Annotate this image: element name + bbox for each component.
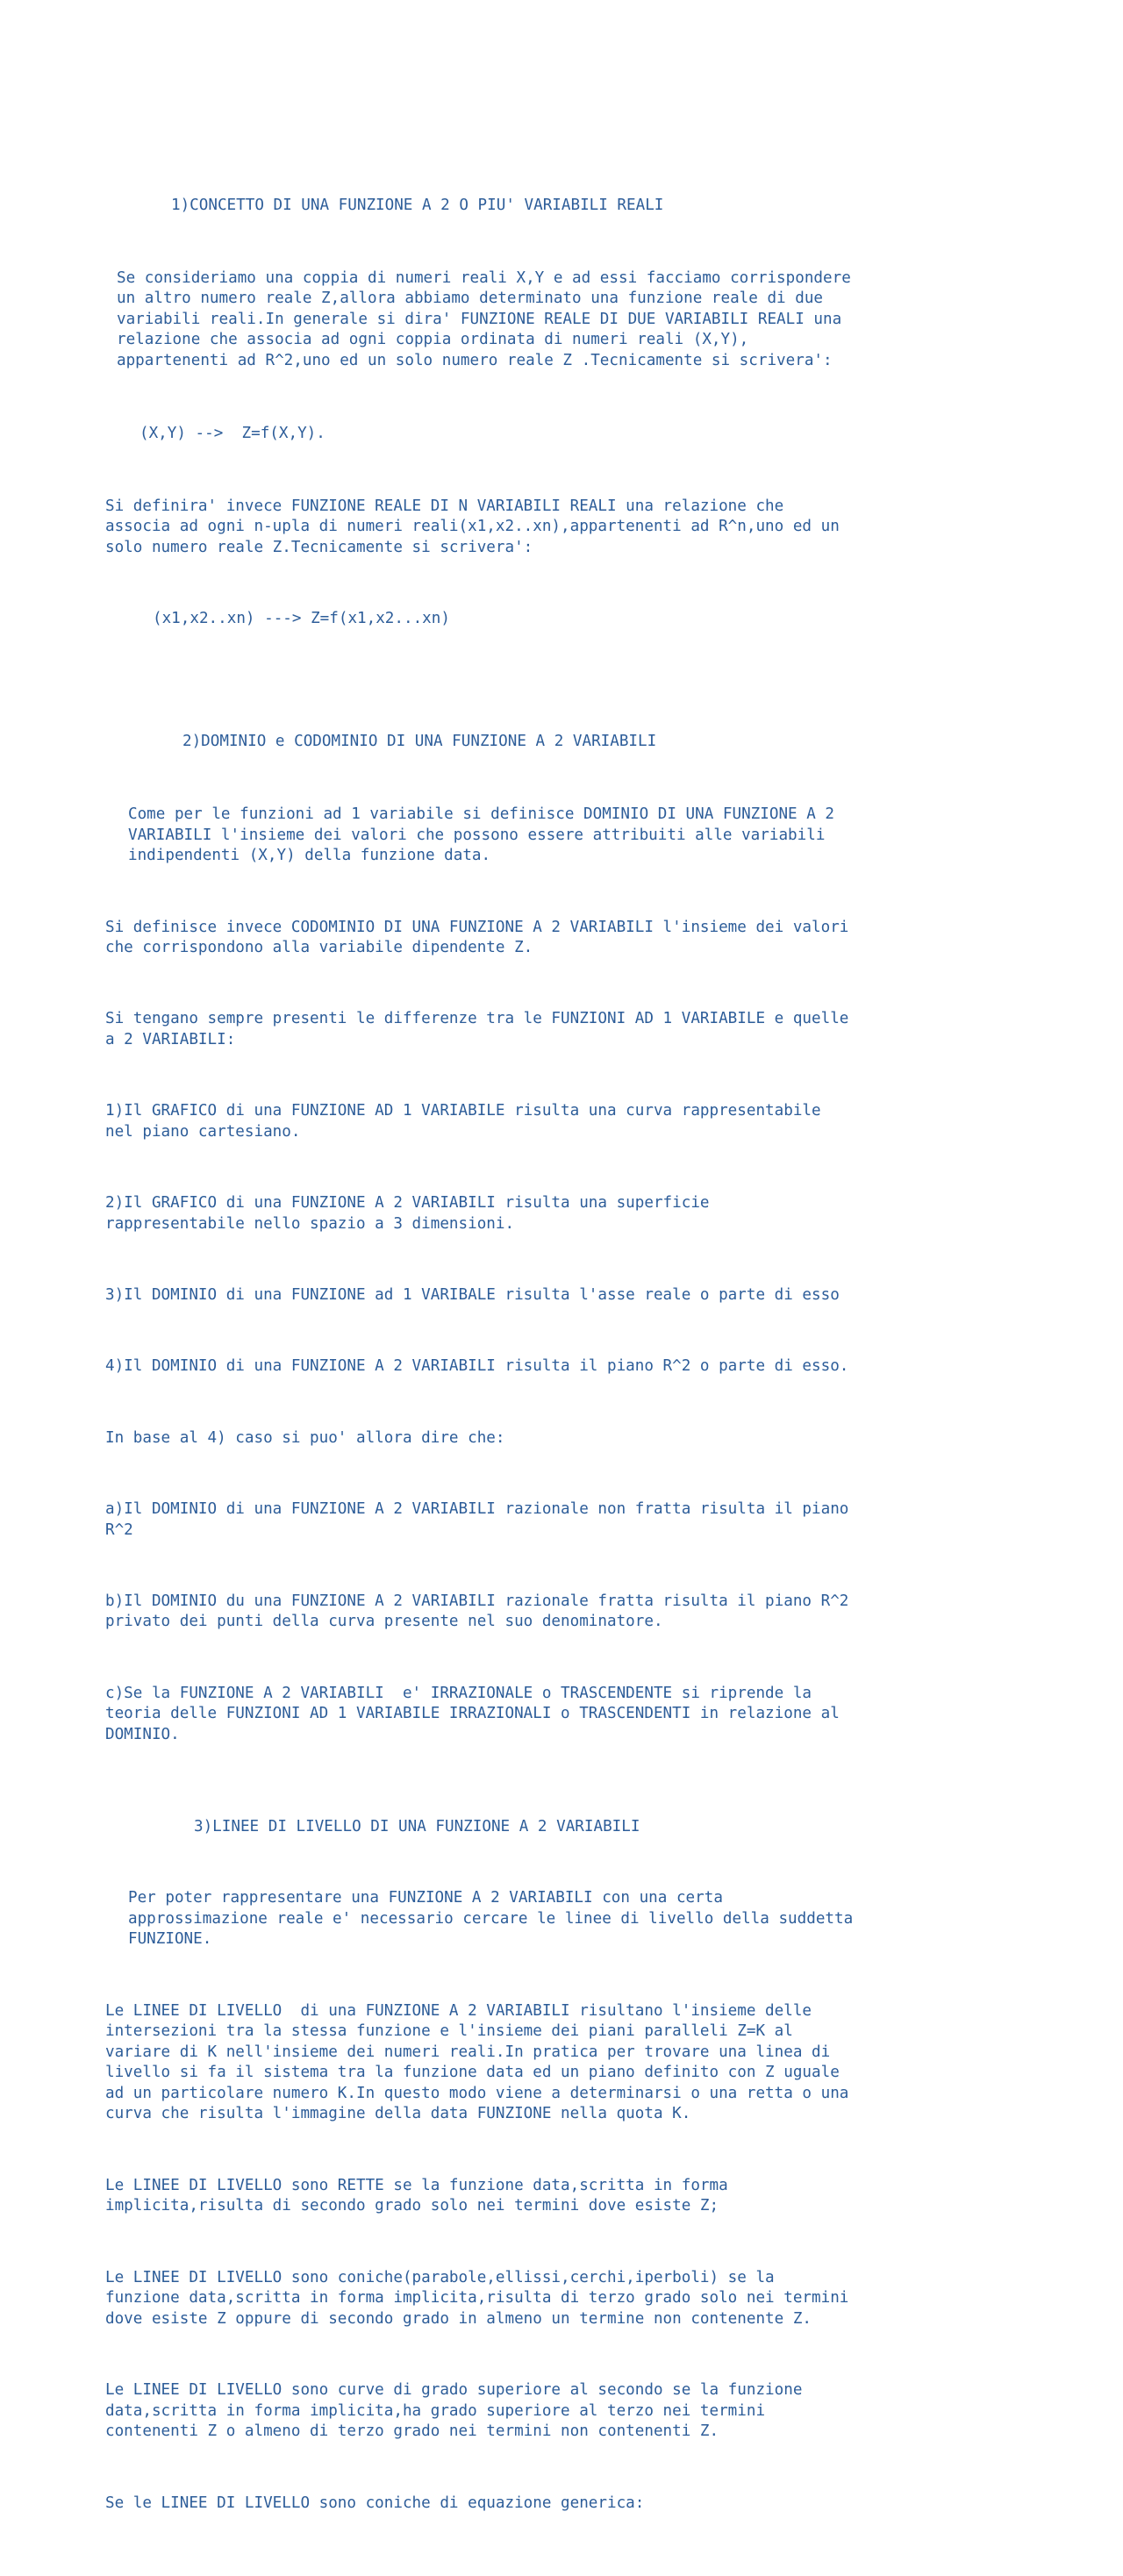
section-2-item-2: 2)Il GRAFICO di una FUNZIONE A 2 VARIABILI risulta una superficie rappresentabile nello spazio a 3 dimensioni. [105,1194,710,1233]
section-2-item-4: 4)Il DOMINIO di una FUNZIONE A 2 VARIABILI risulta il piano R^2 o parte di esso. [105,1357,849,1376]
section-1-formula-1: (X,Y) --> Z=f(X,Y). [139,424,325,442]
section-3-paragraph-5: Le LINEE DI LIVELLO sono curve di grado superiore al secondo se la funzione data,scritta in forma implicita,ha grado superiore al terzo nei termini contenenti Z o almeno di terzo grado nei termini non contenenti Z. [105,2381,803,2441]
section-3-paragraph-6: Se le LINEE DI LIVELLO sono coniche di equazione generica: [105,2494,645,2512]
section-2-paragraph-2: Si definisce invece CODOMINIO DI UNA FUNZIONE A 2 VARIABILI l'insieme dei valori che corrispondono alla variabile dipendente Z. [105,918,849,957]
section-2-item-c: c)Se la FUNZIONE A 2 VARIABILI e' IRRAZIONALE o TRASCENDENTE si riprende la teoria delle FUNZIONI AD 1 VARIABILE IRRAZIONALI o TRASCENDENTI in relazione al DOMINIO. [105,1684,840,1743]
section-2-item-3: 3)Il DOMINIO di una FUNZIONE ad 1 VARIBALE risulta l'asse reale o parte di esso [105,1286,840,1305]
section-3-paragraph-1: Per poter rappresentare una FUNZIONE A 2 VARIABILI con una certa approssimazione reale e' necessario cercare le linee di livello della suddetta FUNZIONE. [128,1889,854,1949]
section-1-paragraph-1: Se consideriamo una coppia di numeri reali X,Y e ad essi facciamo corrispondere un altro numero reale Z,allora abbiamo determinato una funzione reale di due variabili reali.In generale si dira' FUNZIONE REALE DI DUE VARIABILI REALI una relazione che associa ad ogni coppia ordinata di numeri reali (X,Y), appartenenti ad R^2,uno ed un solo numero reale Z .Tecnicamente si scrivera': [117,268,851,369]
section-3-paragraph-4: Le LINEE DI LIVELLO sono coniche(parabole,ellissi,cerchi,iperboli) se la funzione data,scritta in forma implicita,risulta di terzo grado solo nei termini dove esiste Z oppure di secondo grado in almeno un termine non contenente Z. [105,2268,849,2328]
section-3-paragraph-2: Le LINEE DI LIVELLO di una FUNZIONE A 2 VARIABILI risultano l'insieme delle intersezioni tra la stessa funzione e l'insieme dei piani paralleli Z=K al variare di K nell'insieme dei numeri reali.In pratica per trovare una linea di livello si fa il sistema tra la funzione data ed un piano definito con Z uguale ad un particolare numero K.In questo modo viene a determinarsi o una retta o una curva che risulta l'immagine della data FUNZIONE nella quota K. [105,2001,849,2123]
section-2-item-b: b)Il DOMINIO du una FUNZIONE A 2 VARIABILI razionale fratta risulta il piano R^2 privato dei punti della curva presente nel suo denominatore. [105,1592,849,1631]
section-2-item-a: a)Il DOMINIO di una FUNZIONE A 2 VARIABILI razionale non fratta risulta il piano R^2 [105,1499,849,1539]
section-2-paragraph-4: In base al 4) caso si puo' allora dire che: [105,1428,505,1447]
section-2-title: 2)DOMINIO e CODOMINIO DI UNA FUNZIONE A 2 VARIABILI [182,733,657,751]
section-1-title: 1)CONCETTO DI UNA FUNZIONE A 2 O PIU' VARIABILI REALI [171,196,664,214]
document-body [105,133,1035,2576]
section-1-paragraph-2: Si definira' invece FUNZIONE REALE DI N VARIABILI REALI una relazione che associa ad ogni n-upla di numeri reali(x1,x2..xn),appartenenti ad R^n,uno ed un solo numero reale Z.Tecnicamente si scrivera': [105,497,840,556]
section-2-paragraph-1: Come per le funzioni ad 1 variabile si definisce DOMINIO DI UNA FUNZIONE A 2 VARIABILI l'insieme dei valori che possono essere attribuiti alle variabili indipendenti (X,Y) della funzione data. [128,805,835,865]
section-2-item-1: 1)Il GRAFICO di una FUNZIONE AD 1 VARIABILE risulta una curva rappresentabile nel piano cartesiano. [105,1102,821,1141]
section-1-formula-2: (x1,x2..xn) ---> Z=f(x1,x2...xn) [153,609,450,627]
section-3-title: 3)LINEE DI LIVELLO DI UNA FUNZIONE A 2 VARIABILI [194,1817,640,1835]
section-3-paragraph-3: Le LINEE DI LIVELLO sono RETTE se la funzione data,scritta in forma implicita,risulta di secondo grado solo nei termini dove esiste Z; [105,2176,728,2215]
section-2-paragraph-3: Si tengano sempre presenti le differenze tra le FUNZIONI AD 1 VARIABILE e quelle a 2 VARIABILI: [105,1010,849,1049]
